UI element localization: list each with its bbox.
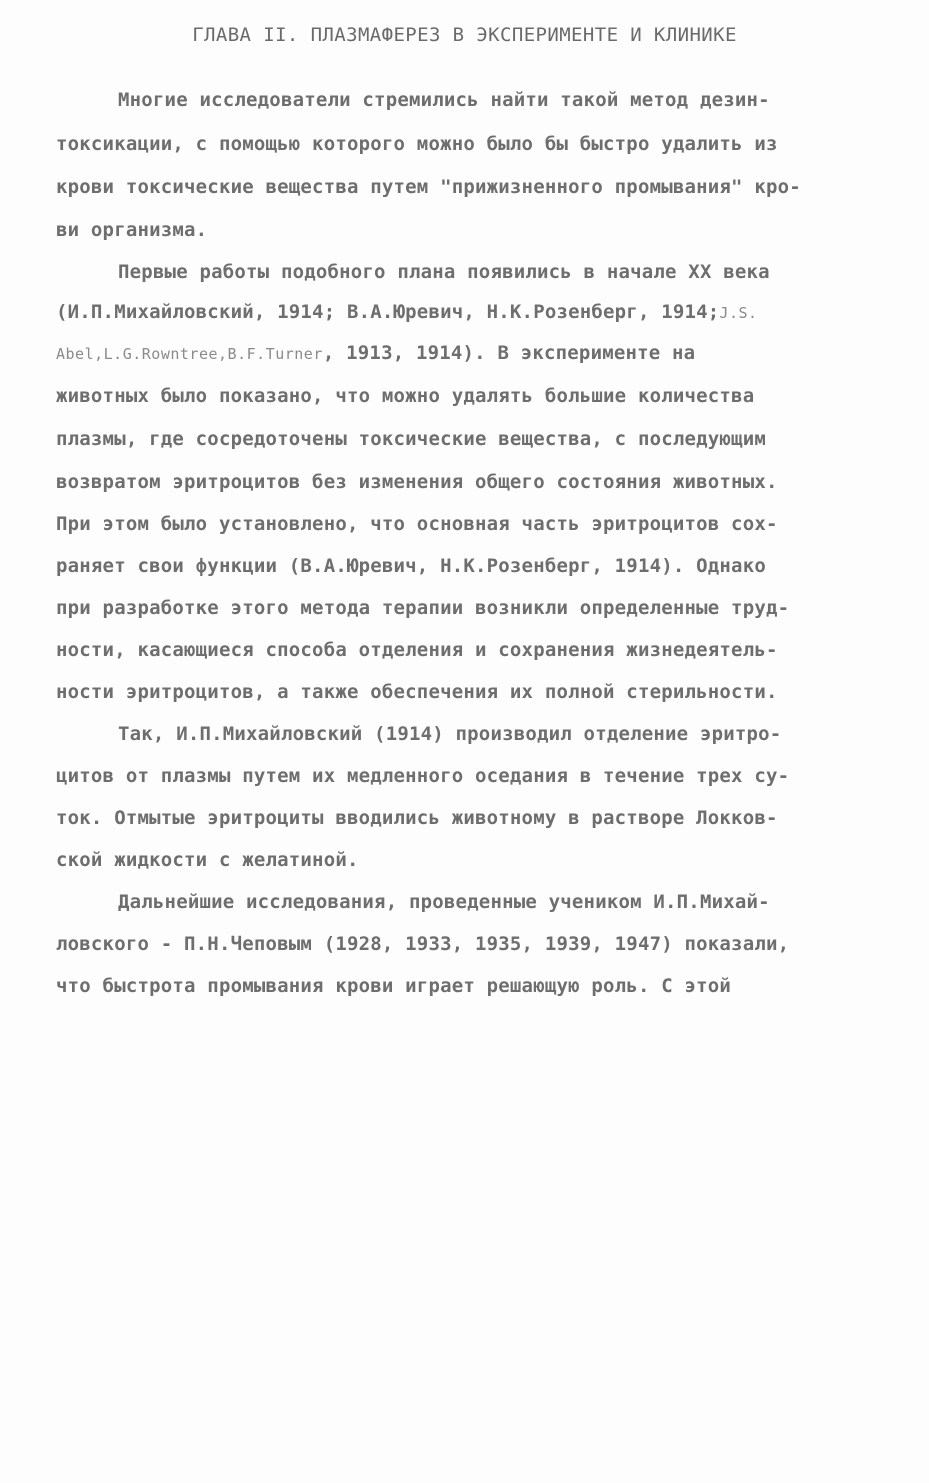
- text-line: Многие исследователи стремились найти такой метод дезин-: [118, 89, 770, 111]
- text-line: ловского - П.Н.Чеповым (1928, 1933, 1935, 1939, 1947) показали,: [56, 933, 790, 955]
- latin-names: Abel,L.G.Rowntree,B.F.Turner: [56, 345, 323, 363]
- text-line: токсикации, с помощью которого можно было бы быстро удалить из: [56, 133, 778, 155]
- text-line: [56, 337, 695, 369]
- text-line: что быстрота промывания крови играет решающую роль. С этой: [56, 975, 732, 997]
- latin-names: J.S.: [719, 304, 758, 322]
- text-line: цитов от плазмы путем их медленного оседания в течение трех су-: [56, 765, 790, 787]
- text-line: ности эритроцитов, а также обеспечения их полной стерильности.: [56, 681, 778, 703]
- text-line-part: , 1913, 1914). В эксперименте на: [322, 342, 696, 364]
- text-line: Дальнейшие исследования, проведенные учеником И.П.Михай-: [118, 891, 770, 913]
- text-line: [56, 296, 758, 328]
- text-line: ви организма.: [56, 219, 208, 241]
- text-line: раняет свои функции (В.А.Юревич, Н.К.Розенберг, 1914). Однако: [56, 555, 766, 577]
- text-line: крови токсические вещества путем "прижизненного промывания" кро-: [56, 176, 801, 198]
- text-line: Первые работы подобного плана появились в начале XX века: [118, 261, 770, 283]
- text-line: ности, касающиеся способа отделения и сохранения жизнедеятель-: [56, 639, 778, 661]
- text-line: Так, И.П.Михайловский (1914) производил отделение эритро-: [118, 723, 782, 745]
- chapter-title: ГЛАВА II. ПЛАЗМАФЕРЕЗ В ЭКСПЕРИМЕНТЕ И КЛИНИКЕ: [192, 24, 737, 46]
- text-line: плазмы, где сосредоточены токсические вещества, с последующим: [56, 428, 766, 450]
- text-line: При этом было установлено, что основная часть эритроцитов сох-: [56, 513, 778, 535]
- text-line: ток. Отмытые эритроциты вводились животному в растворе Локков-: [56, 807, 778, 829]
- text-line: при разработке этого метода терапии возникли определенные труд-: [56, 597, 790, 619]
- text-line: животных было показано, что можно удалять большие количества: [56, 385, 755, 407]
- text-line: ской жидкости с желатиной.: [56, 849, 359, 871]
- text-line-part: (И.П.Михайловский, 1914; В.А.Юревич, Н.К.Розенберг, 1914;: [56, 301, 720, 323]
- text-line: возвратом эритроцитов без изменения общего состояния животных.: [56, 471, 778, 493]
